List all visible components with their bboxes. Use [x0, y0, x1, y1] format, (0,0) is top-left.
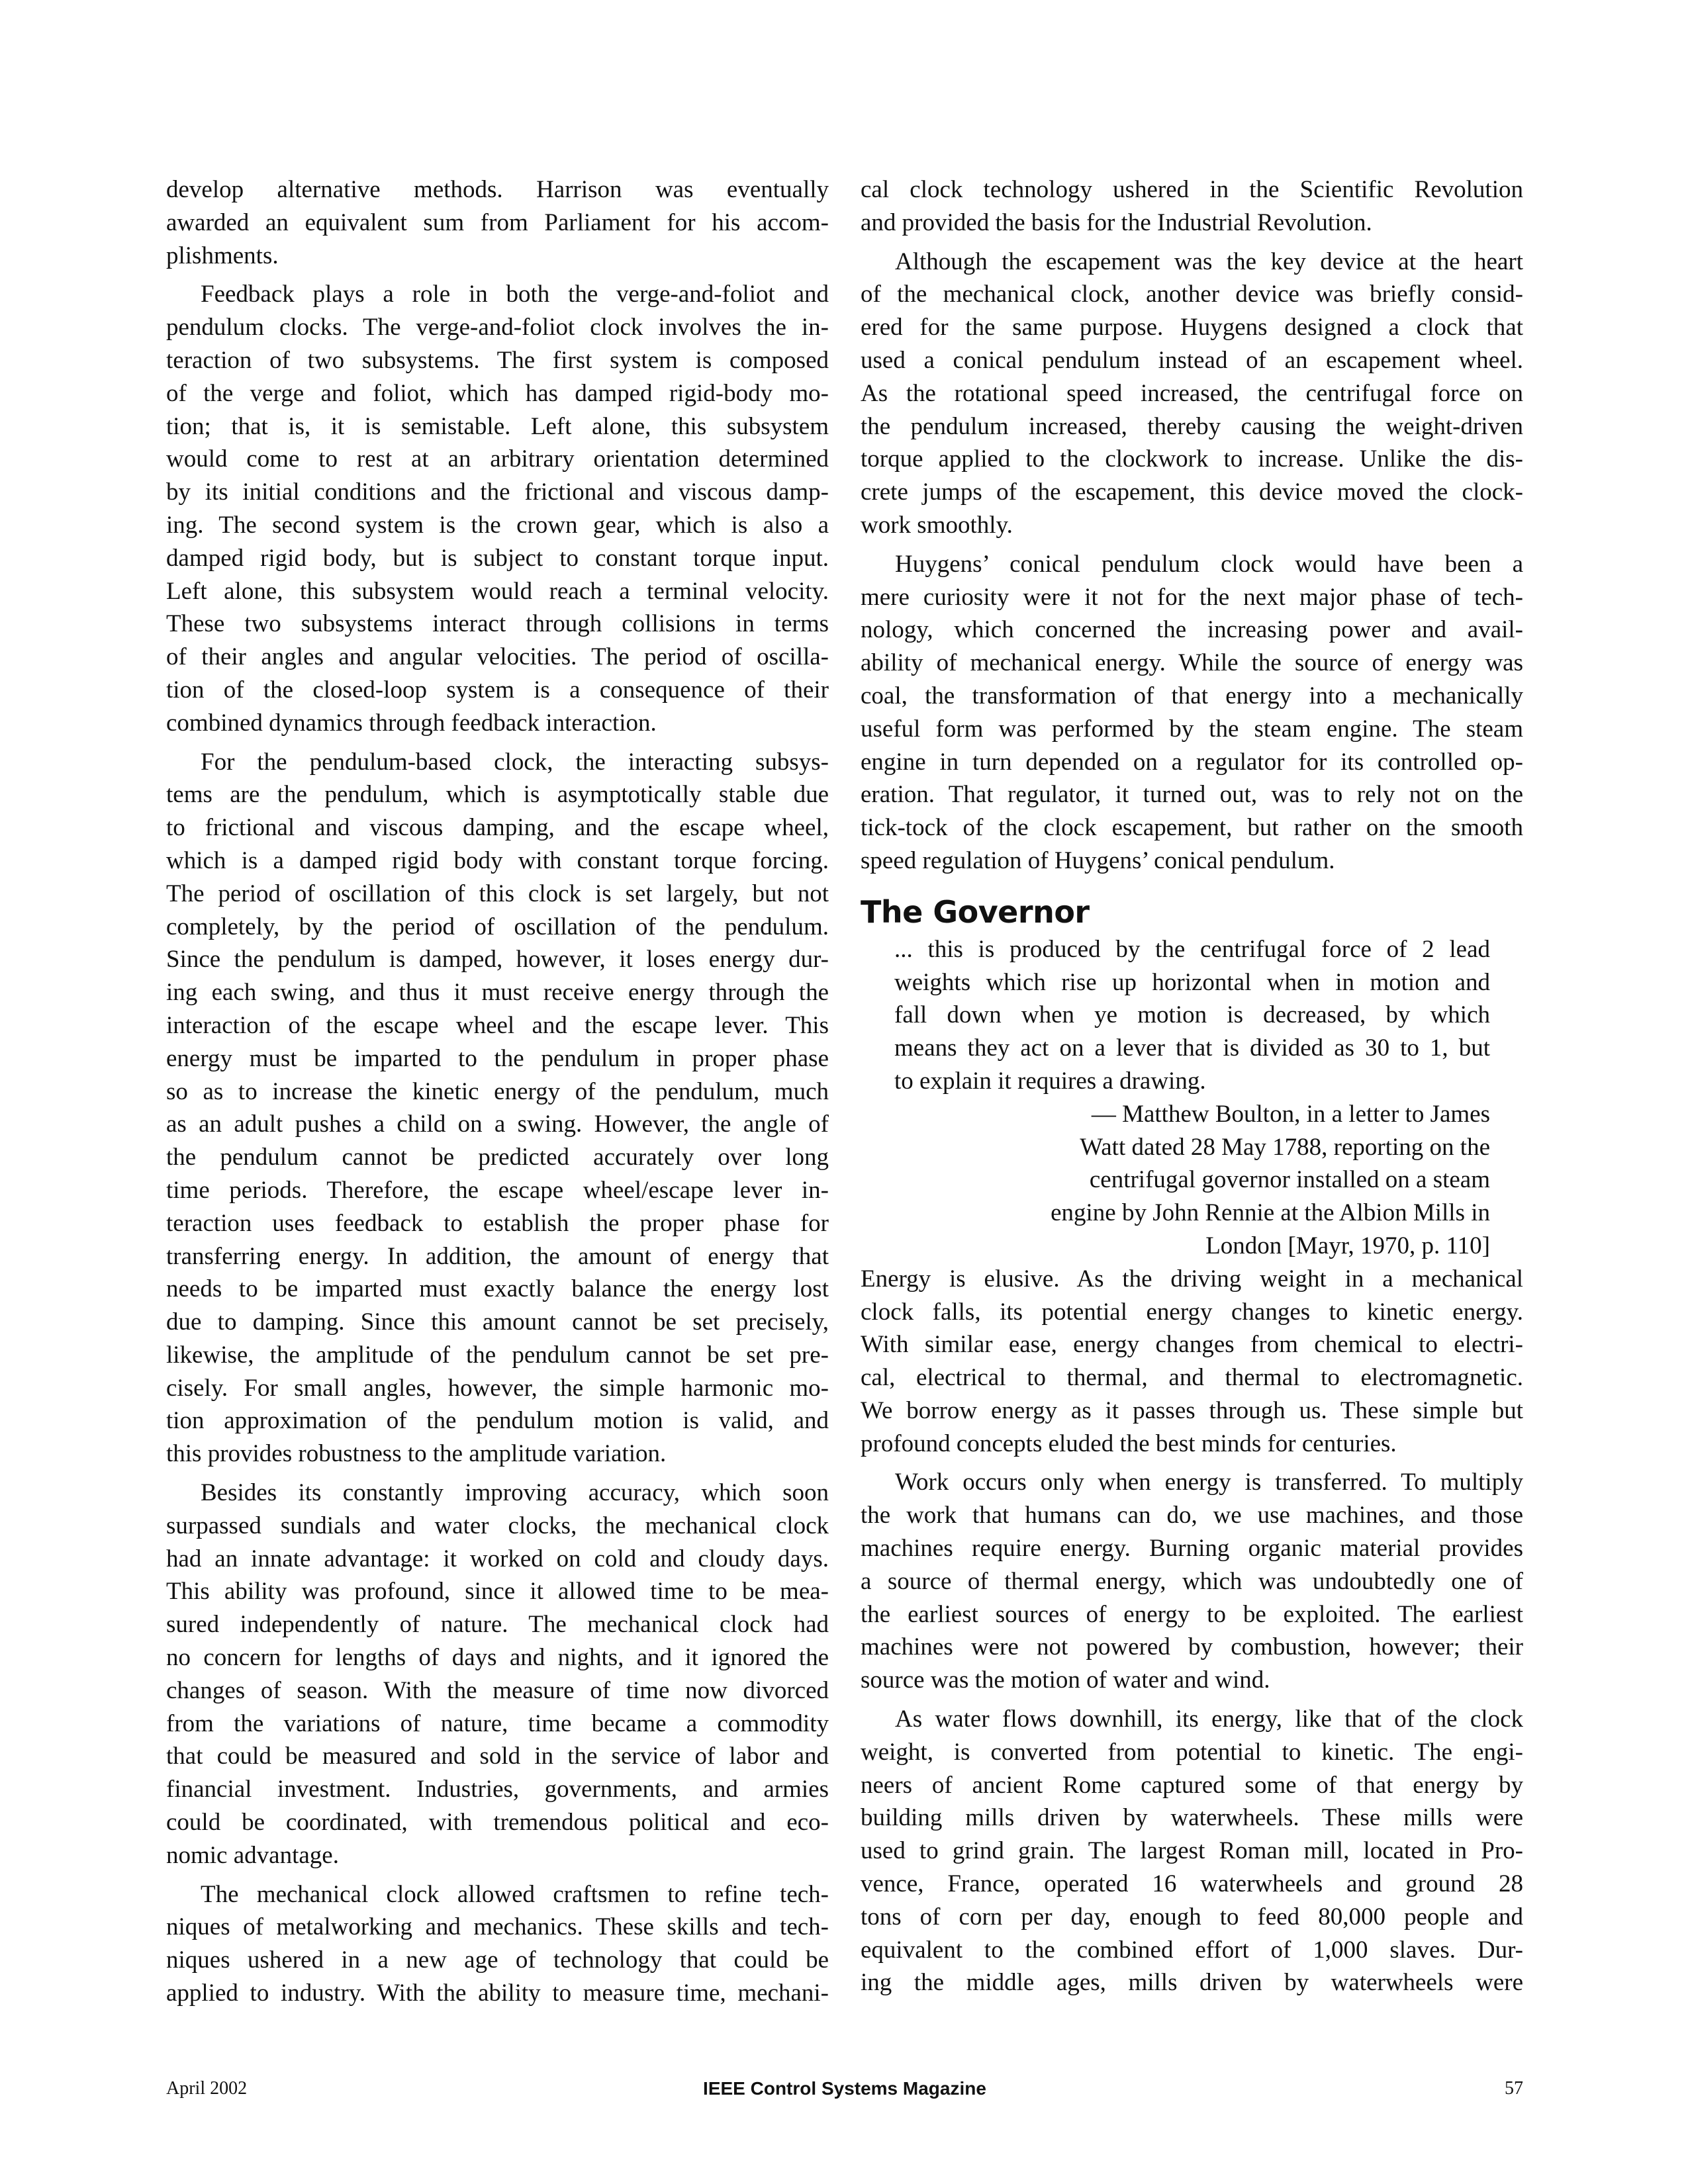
text-line: of the mechanical clock, another device was briefly consid- — [861, 281, 1523, 308]
text-line: We borrow energy as it passes through us. These simple but — [861, 1396, 1523, 1424]
text-line: Feedback plays a role in both the verge-and-foliot and — [201, 281, 829, 308]
text-line: Although the escapement was the key device at the heart — [895, 248, 1523, 275]
text-line: coal, the transformation of that energy into a mechanically — [861, 682, 1523, 709]
paragraph — [861, 1466, 1523, 1697]
text-line: ered for the same purpose. Huygens designed a clock that — [861, 314, 1523, 341]
text-line: teraction uses feedback to establish the proper phase for — [166, 1209, 829, 1237]
text-line: to frictional and viscous damping, and the escape wheel, — [166, 814, 829, 842]
text-line: awarded an equivalent sum from Parliament for his accom- — [166, 208, 829, 236]
text-line: ability of mechanical energy. While the source of energy was — [861, 649, 1523, 677]
text-line: speed regulation of Huygens’ conical pendulum. — [861, 846, 1335, 874]
text-line: Besides its constantly improving accuracy, which soon — [201, 1479, 829, 1507]
text-line: nomic advantage. — [166, 1841, 339, 1869]
text-line: transferring energy. In addition, the amount of energy that — [166, 1242, 829, 1270]
paragraph — [166, 1477, 829, 1872]
text-line: which is a damped rigid body with constant torque forcing. — [166, 846, 829, 874]
text-line: this provides robustness to the amplitude variation. — [166, 1440, 667, 1468]
paragraph — [861, 173, 1523, 240]
text-line: would come to rest at an arbitrary orientation determined — [166, 445, 829, 473]
text-line: Huygens’ conical pendulum clock would have been a — [895, 550, 1523, 578]
text-line: centrifugal governor installed on a steam — [1089, 1166, 1490, 1194]
paragraph — [861, 246, 1523, 542]
text-line: Left alone, this subsystem would reach a terminal velocity. — [166, 577, 829, 605]
text-line: likewise, the amplitude of the pendulum cannot be set pre- — [166, 1341, 829, 1369]
text-line: a source of thermal energy, which was undoubtedly one of — [861, 1567, 1523, 1595]
text-line: crete jumps of the escapement, this device moved the clock- — [861, 478, 1523, 506]
text-line: cal, electrical to thermal, and thermal to electromagnetic. — [861, 1364, 1523, 1392]
text-line: due to damping. Since this amount cannot be set precisely, — [166, 1308, 829, 1336]
text-line: fall down when ye motion is decreased, by which — [894, 1001, 1490, 1029]
text-line: clock falls, its potential energy changes to kinetic energy. — [861, 1298, 1523, 1326]
text-line: completely, by the period of oscillation of the pendulum. — [166, 913, 829, 940]
text-line: Watt dated 28 May 1788, reporting on the — [1080, 1133, 1490, 1161]
paragraph — [166, 746, 829, 1471]
text-line: — Matthew Boulton, in a letter to James — [1091, 1100, 1490, 1128]
text-line: ing each swing, and thus it must receive energy through the — [166, 979, 829, 1007]
text-line: used a conical pendulum instead of an escapement wheel. — [861, 346, 1523, 374]
text-line: source was the motion of water and wind. — [861, 1666, 1270, 1694]
paragraph — [166, 173, 829, 272]
text-line: London [Mayr, 1970, p. 110] — [1205, 1232, 1490, 1259]
text-line: the earliest sources of energy to be exploited. The earliest — [861, 1600, 1523, 1628]
text-line: tons of corn per day, enough to feed 80,000 people and — [861, 1903, 1523, 1931]
text-line: ing the middle ages, mills driven by waterwheels were — [861, 1969, 1523, 1997]
section-heading: The Governor — [861, 893, 1090, 930]
text-line: pendulum clocks. The verge-and-foliot clock involves the in- — [166, 314, 829, 341]
text-line: damped rigid body, but is subject to constant torque input. — [166, 544, 829, 572]
paragraph — [166, 1878, 829, 2010]
epigraph-text — [894, 933, 1490, 1098]
text-line: the work that humans can do, we use machines, and those — [861, 1502, 1523, 1529]
text-line: As the rotational speed increased, the centrifugal force on — [861, 379, 1523, 407]
text-line: weights which rise up horizontal when in motion and — [894, 968, 1490, 996]
text-line: With similar ease, energy changes from chemical to electri- — [861, 1331, 1523, 1359]
text-line: For the pendulum-based clock, the interacting subsys- — [201, 748, 829, 776]
text-line: financial investment. Industries, governments, and armies — [166, 1776, 829, 1803]
page-footer — [166, 2078, 1523, 2111]
text-line: profound concepts eluded the best minds for centuries. — [861, 1430, 1397, 1457]
text-line: by its initial conditions and the frictional and viscous damp- — [166, 478, 829, 506]
paragraph — [861, 548, 1523, 878]
text-line: means they act on a lever that is divided as 30 to 1, but — [894, 1034, 1490, 1062]
text-line: cal clock technology ushered in the Scientific Revolution — [861, 176, 1523, 203]
epigraph-attribution — [894, 1098, 1490, 1263]
text-line: nology, which concerned the increasing power and avail- — [861, 616, 1523, 644]
left-column — [166, 173, 829, 2016]
text-line: work smoothly. — [861, 511, 1013, 539]
right-column-paragraphs-after — [861, 1263, 1523, 2000]
text-line: eration. That regulator, it turned out, was to rely not on the — [861, 781, 1523, 809]
text-line: develop alternative methods. Harrison was eventually — [166, 176, 829, 203]
text-line: weight, is converted from potential to kinetic. The engi- — [861, 1738, 1523, 1766]
text-line: The mechanical clock allowed craftsmen to refine tech- — [201, 1880, 829, 1908]
text-line: Since the pendulum is damped, however, it loses energy dur- — [166, 946, 829, 974]
text-line: had an innate advantage: it worked on cold and cloudy days. — [166, 1545, 829, 1572]
text-line: combined dynamics through feedback interaction. — [166, 709, 657, 737]
text-line: changes of season. With the measure of time now divorced — [166, 1676, 829, 1704]
text-line: plishments. — [166, 242, 279, 269]
text-line: ing. The second system is the crown gear, which is also a — [166, 511, 829, 539]
text-line: torque applied to the clockwork to increase. Unlike the dis- — [861, 445, 1523, 473]
text-line: niques ushered in a new age of technology that could be — [166, 1946, 829, 1974]
right-column — [861, 173, 1523, 2005]
page-number: 57 — [1505, 2078, 1523, 2099]
right-column-paragraphs-before — [861, 173, 1523, 878]
text-line: engine in turn depended on a regulator for its controlled op- — [861, 748, 1523, 776]
text-line: These two subsystems interact through collisions in terms — [166, 610, 829, 638]
text-line: interaction of the escape wheel and the escape lever. This — [166, 1011, 829, 1039]
text-line: This ability was profound, since it allowed time to be mea- — [166, 1578, 829, 1606]
text-line: tion approximation of the pendulum motion is valid, and — [166, 1407, 829, 1435]
text-line: As water flows downhill, its energy, like that of the clock — [895, 1706, 1523, 1733]
footer-magazine-title: IEEE Control Systems Magazine — [703, 2078, 986, 2099]
text-line: tion; that is, it is semistable. Left alone, this subsystem — [166, 412, 829, 440]
text-line: could be coordinated, with tremendous political and eco- — [166, 1809, 829, 1837]
text-line: vence, France, operated 16 waterwheels and ground 28 — [861, 1870, 1523, 1898]
text-line: the pendulum increased, thereby causing the weight-driven — [861, 412, 1523, 440]
text-line: surpassed sundials and water clocks, the mechanical clock — [166, 1512, 829, 1539]
text-line: engine by John Rennie at the Albion Mills in — [1051, 1199, 1490, 1227]
text-line: tems are the pendulum, which is asymptotically stable due — [166, 781, 829, 809]
epigraph — [894, 933, 1490, 1263]
text-line: used to grind grain. The largest Roman mill, located in Pro- — [861, 1837, 1523, 1865]
text-line: tion of the closed-loop system is a consequence of their — [166, 676, 829, 704]
text-line: applied to industry. With the ability to measure time, mechani- — [166, 1979, 829, 2007]
text-line: energy must be imparted to the pendulum in proper phase — [166, 1044, 829, 1072]
text-line: needs to be imparted must exactly balance the energy lost — [166, 1275, 829, 1303]
paragraph — [861, 1263, 1523, 1461]
text-line: time periods. Therefore, the escape wheel/escape lever in- — [166, 1176, 829, 1204]
paragraph — [166, 278, 829, 739]
text-line: machines require energy. Burning organic material provides — [861, 1535, 1523, 1563]
paragraph — [861, 1703, 1523, 1999]
text-line: The period of oscillation of this clock is set largely, but not — [166, 880, 829, 907]
text-line: useful form was performed by the steam engine. The steam — [861, 715, 1523, 743]
text-line: of their angles and angular velocities. The period of oscilla- — [166, 643, 829, 671]
text-line: the pendulum cannot be predicted accurately over long — [166, 1144, 829, 1171]
text-line: from the variations of nature, time became a commodity — [166, 1709, 829, 1737]
text-line: ... this is produced by the centrifugal force of 2 lead — [894, 935, 1490, 963]
text-line: mere curiosity were it not for the next major phase of tech- — [861, 583, 1523, 611]
text-line: to explain it requires a drawing. — [894, 1067, 1206, 1095]
text-line: building mills driven by waterwheels. These mills were — [861, 1804, 1523, 1832]
text-line: equivalent to the combined effort of 1,000 slaves. Dur- — [861, 1936, 1523, 1964]
text-line: teraction of two subsystems. The first system is composed — [166, 346, 829, 374]
text-line: neers of ancient Rome captured some of that energy by — [861, 1771, 1523, 1799]
text-line: that could be measured and sold in the service of labor and — [166, 1743, 829, 1770]
text-line: machines were not powered by combustion, however; their — [861, 1633, 1523, 1661]
text-line: as an adult pushes a child on a swing. However, the angle of — [166, 1111, 829, 1138]
text-line: no concern for lengths of days and nights, and it ignored the — [166, 1644, 829, 1672]
text-line: tick-tock of the clock escapement, but rather on the smooth — [861, 814, 1523, 842]
text-line: Work occurs only when energy is transferred. To multiply — [895, 1469, 1523, 1496]
text-line: so as to increase the kinetic energy of the pendulum, much — [166, 1077, 829, 1105]
footer-date: April 2002 — [166, 2078, 248, 2099]
text-line: and provided the basis for the Industrial Revolution. — [861, 208, 1372, 236]
text-line: Energy is elusive. As the driving weight in a mechanical — [861, 1265, 1523, 1293]
text-line: of the verge and foliot, which has damped rigid-body mo- — [166, 379, 829, 407]
text-line: sured independently of nature. The mechanical clock had — [166, 1611, 829, 1639]
text-line: cisely. For small angles, however, the simple harmonic mo- — [166, 1374, 829, 1402]
text-line: niques of metalworking and mechanics. These skills and tech- — [166, 1913, 829, 1941]
